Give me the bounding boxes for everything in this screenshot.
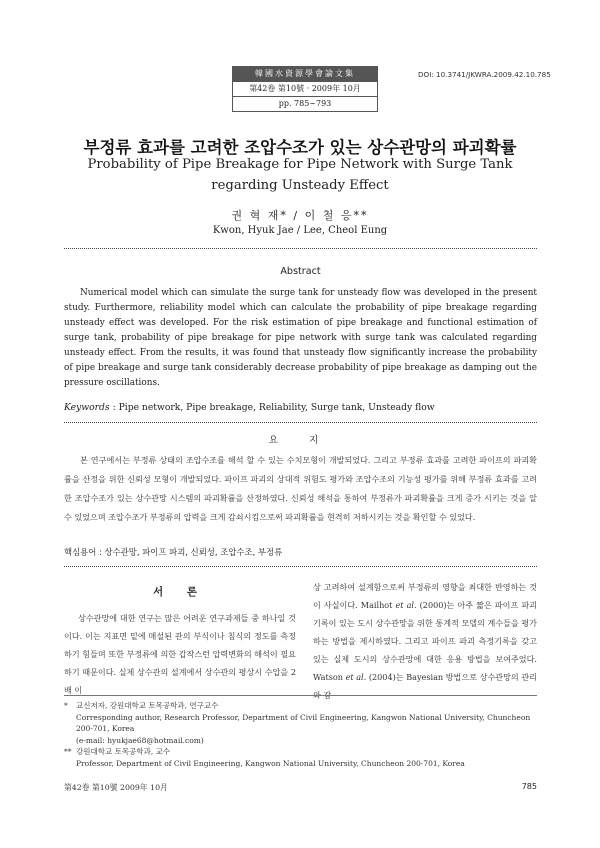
authors-korean: 권 혁 재* / 이 철 응**	[231, 209, 369, 222]
divider-dotted	[64, 248, 537, 249]
authors-english: Kwon, Hyuk Jae / Lee, Cheol Eung	[212, 225, 388, 236]
title-english: Probability of Pipe Breakage for Pipe Network with Surge Tank regarding Unsteady Effect	[87, 157, 513, 193]
body-left-column: 상수관망에 대한 연구는 많은 어려운 연구과제들 중 하나일 것이다. 이는 지표면 밑에 매설된 관의 부식이나 침식의 정도를 측정하기 힘들며 또한 부정류에 의한 갑작스런 압력변화의 해석이 필요하기 때문이다. 실제 상수관의 설계에서 상수관의 평상시 수압을 2배 이	[64, 613, 296, 695]
yoji-text: 본 연구에서는 부정류 상태의 조압수조를 해석 할 수 있는 수치모형이 개발되었다. 그리고 부정류 효과를 고려한 파이프의 파괴확률을 산정을 위한 신뢰성 모형이 개발되었다. 파이프 파괴의 상대적 위험도 평가와 조압수조의 기능성 평가를 위해 부정류 효과를 고려한 조압수조가 있는 상수관망 시스템의 파괴확률을 산정하였다. 신뢰성 해석을 통하여 부정류가 파괴확률을 크게 증가 시키는 것을 알 수 있었으며 조압수조가 부정류의 압력을 크게 감쇠시킴으로써 파괴확률을 현격히 저하시키는 것을 확인할 수 있었다.	[64, 455, 537, 522]
divider-dotted	[64, 566, 537, 567]
volume-issue: 第42卷 第10號 · 2009年 10月	[233, 82, 377, 97]
keywords-label: Keywords	[64, 402, 110, 413]
footnote-2-mark: **	[64, 747, 72, 756]
footnote-1-korean: 교신저자, 강원대학교 토목공학과, 연구교수	[76, 701, 219, 710]
page-range: pp. 785∼793	[278, 99, 332, 108]
body-right-text-3: (2004)는 Bayesian 방법으로 상수관망의 관리와 감	[313, 672, 537, 700]
footer-issue: 第42卷 第10號 2009年 10月	[64, 783, 168, 792]
title-korean: 부정류 효과를 고려한 조압수조가 있는 상수관망의 파괴확률	[83, 138, 517, 157]
footnote-2-korean: 강원대학교 토목공학과, 교수	[76, 747, 171, 756]
body-right-text-1: 상 고려하여 설계함으로써 부정류의 영향을 최대한 반영하는 것이 사실이다. Mailhot	[313, 582, 537, 610]
journal-info-box	[232, 66, 378, 112]
keywords-korean: 핵심용어 : 상수관망, 파이프 파괴, 신뢰성, 조압수조, 부정류	[64, 547, 283, 557]
footnote-1	[64, 700, 537, 746]
keywords-text: : Pipe network, Pipe breakage, Reliability, Surge tank, Unsteady flow	[112, 402, 435, 413]
journal-name: 韓國水資源學會論文集	[233, 67, 377, 82]
abstract-heading: Abstract	[280, 266, 321, 277]
section-heading: 서 론	[153, 586, 207, 598]
body-right-column	[313, 578, 537, 704]
body-right-etal-2: et al.	[345, 672, 367, 682]
keywords	[64, 402, 537, 413]
body-right-text-2: (2000)는 아주 짧은 파이프 파괴 기록이 있는 도시 상수관망을 위한 통계적 모델의 계수들을 평가하는 방법을 제시하였다. 그리고 파이프 파괴 측정기록을 갖고 있는 실제 도시의 상수관망에 대한 응용 방법을 보여주었다. Watson	[313, 600, 537, 682]
footnote-1-email: (e-mail: hyukjae68@hotmail.com)	[76, 735, 204, 745]
doi: DOI: 10.3741/JKWRA.2009.42.10.785	[418, 70, 551, 79]
page-number: 785	[521, 782, 537, 791]
footnote-rule	[64, 695, 537, 696]
divider-dotted	[64, 422, 537, 423]
footnote-2	[64, 746, 537, 769]
body-right-etal-1: et al.	[395, 600, 417, 610]
footnote-1-mark: *	[64, 701, 68, 710]
footnote-2-english: Professor, Department of Civil Engineering, Kangwon National University, Chuncheon 200-701, Korea	[76, 758, 465, 768]
footnote-1-english: Corresponding author, Research Professor, Department of Civil Engineering, Kangwon National University, Chuncheon 200-701, Korea	[76, 712, 531, 733]
yoji-heading: 요 지	[268, 435, 333, 446]
abstract-text: Numerical model which can simulate the surge tank for unsteady flow was developed in the present study. Furthermore, reliability model which can calculate the probability of pipe breakage regarding unsteady effect was developed. For the risk estimation of pipe breakage and functional estimation of surge tank, probability of pipe breakage for pipe network with surge tank was calculated regarding unsteady effect. From the results, it was found that unsteady flow significantly increase the probability of pipe breakage and surge tank considerably decrease probability of pipe breakage as damping out the pressure oscillations.	[64, 288, 537, 388]
